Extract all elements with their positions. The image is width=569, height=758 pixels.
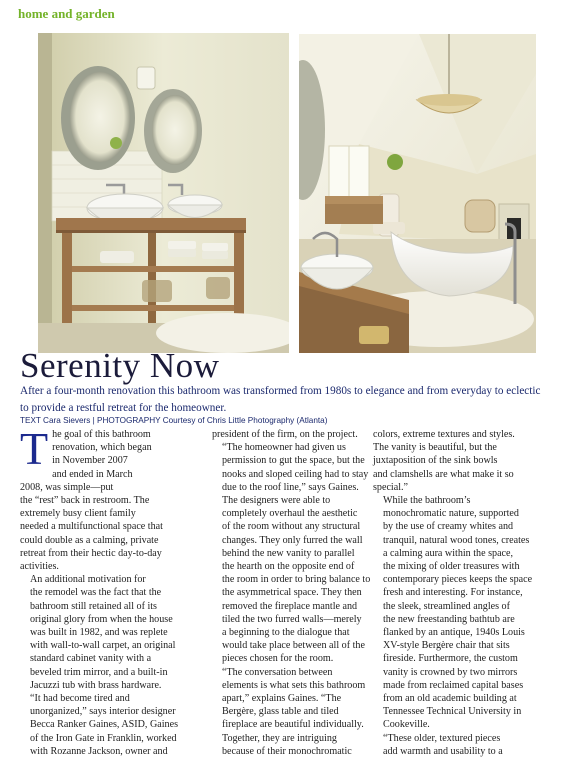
text-line: XV-style Bergère chair that sits [383,640,510,652]
text-line: flanked by an antique, 1940s Louis [383,627,525,639]
text-line: extremely busy client family [20,508,136,520]
text-line: could double as a calming, private [20,534,159,546]
text-line: activities. [20,561,59,573]
text-line: beveled trim mirror, and a built-in [30,666,168,678]
text-line: While the bathroom’s [383,495,471,507]
text-line: “The conversation between [222,666,333,678]
article-column-3 [373,428,549,758]
text-line: Jacuzzi tub with brass hardware. [30,679,162,691]
text-line: the new freestanding bathtub are [383,613,515,625]
bathtub-illustration [299,34,536,353]
text-line: fresh and interesting. For instance, [383,587,523,599]
credits: TEXT Cara Sievers | PHOTOGRAPHY Courtesy of Chris Little Photography (Atlanta) [20,416,328,425]
article-paragraph [212,428,368,441]
photo-vanity [38,33,289,353]
text-line: fireplace are beautiful individually. [222,719,364,731]
photo-bathtub [299,34,536,353]
text-line: needed a multifunctional space that [20,521,163,533]
text-line: special.” [373,481,409,493]
text-line: renovation, which began [52,442,152,454]
text-line: because of their monochromatic [222,745,352,757]
text-line: the room in order to bring balance to [222,574,371,586]
text-line: standard cabinet vanity with a [30,653,152,665]
article-paragraph [20,573,200,692]
text-line: the sleek, streamlined angles of [383,600,510,612]
vanity-illustration [38,33,289,353]
text-line: The vanity is beautiful, but the [373,442,497,454]
text-line: contemporary pieces keeps the space [383,574,533,586]
text-line: made from reclaimed capital bases [383,679,524,691]
text-line: vanity is crowned by two mirrors [383,666,518,678]
text-line: elements is what sets this bathroom [222,679,366,691]
text-line: the remodel was the fact that the [30,587,162,599]
text-line: Together, they are intriguing [222,732,337,744]
text-line: the asymmetrical space. They then [222,587,362,599]
text-line: Tennessee Technical University in [383,706,522,718]
text-line: pieces chosen for the room. [222,653,334,665]
text-line: The designers were able to [222,495,331,507]
article-column-1 [20,423,200,758]
article-paragraph [373,494,549,732]
text-line: fireside. Furthermore, the custom [383,653,518,665]
text-line: the hearth on the opposite end of [222,561,355,573]
text-line: apart,” explains Gaines. “The [222,693,342,705]
drop-cap: T [20,423,49,474]
article-paragraph [373,732,549,758]
text-line: a calming aura within the space, [383,547,514,559]
article-paragraph [212,441,368,494]
text-line: and clamshells are what make it so [373,468,514,480]
text-line: a beginning to the dialogue that [222,627,350,639]
text-line: the mixing of older treasures with [383,561,520,573]
headline: Serenity Now [20,346,220,385]
text-line: completely overhaul the aesthetic [222,508,358,520]
text-line: Bergère, glass table and tiled [222,706,339,718]
text-line: tranquil, natural wood tones, creates [383,534,530,546]
text-line: original glory from when the house [30,613,173,625]
text-line: from an old academic building at [383,693,517,705]
section-label: home and garden [18,6,115,21]
text-line: of the Iron Gate in Franklin, worked [30,732,177,744]
text-line: he goal of this bathroom [52,429,151,440]
text-line: changes. They only furred the wall [222,534,363,546]
text-line: behind the new vanity to parallel [222,547,355,559]
text-line: bathroom still retained all of its [30,600,157,612]
article-paragraph [212,666,368,758]
text-line: removed the fireplace mantle and [222,600,358,612]
text-line: unorganized,” says interior designer [30,706,176,718]
text-line: add warmth and usability to a [383,745,503,757]
text-line: “The homeowner had given us [222,442,346,454]
text-line: An additional motivation for [30,574,146,586]
text-line: would take place between all of the [222,640,365,652]
text-line: of the room without any structural [222,521,361,533]
text-line: monochromatic nature, supported [383,508,519,520]
text-line: 2008, was simple—put [20,481,114,493]
text-line: with Rozanne Jackson, owner and [30,745,168,757]
text-line: the “rest” back in restroom. The [20,495,150,507]
deck: After a four-month renovation this bathroom was transformed from 1980s to elegance and from everyday to eclectic to provide a restful retreat for the homeowner. [20,385,541,414]
text-line: permission to gut the space, but the [222,455,365,467]
text-line: was built in 1982, and was replete [30,627,168,639]
text-line: and ended in March [52,468,133,480]
text-line: “It had become tired and [30,693,130,705]
text-line: with wall-to-wall carpet, an original [30,640,176,652]
article-column-2 [212,428,371,758]
text-line: juxtaposition of the sink bowls [373,455,498,467]
text-line: nooks and sloped ceiling had to stay [222,468,369,480]
text-line: due to the roof line,” says Gaines. [222,481,359,493]
text-line: Becca Ranker Gaines, ASID, Gaines [30,719,178,731]
article-paragraph [212,494,371,666]
text-line: colors, extreme textures and styles. [373,429,515,440]
text-line: president of the firm, on the project. [212,429,358,440]
article-paragraph [20,692,200,758]
text-line: in November 2007 [52,455,128,467]
article-paragraph [373,428,549,494]
text-line: Cookeville. [383,719,430,731]
text-line: “These older, textured pieces [383,732,501,744]
text-line: retreat from their hectic day-to-day [20,547,162,559]
text-line: by the use of creamy whites and [383,521,514,533]
text-line: tiled the two furred walls—merely [222,613,362,625]
